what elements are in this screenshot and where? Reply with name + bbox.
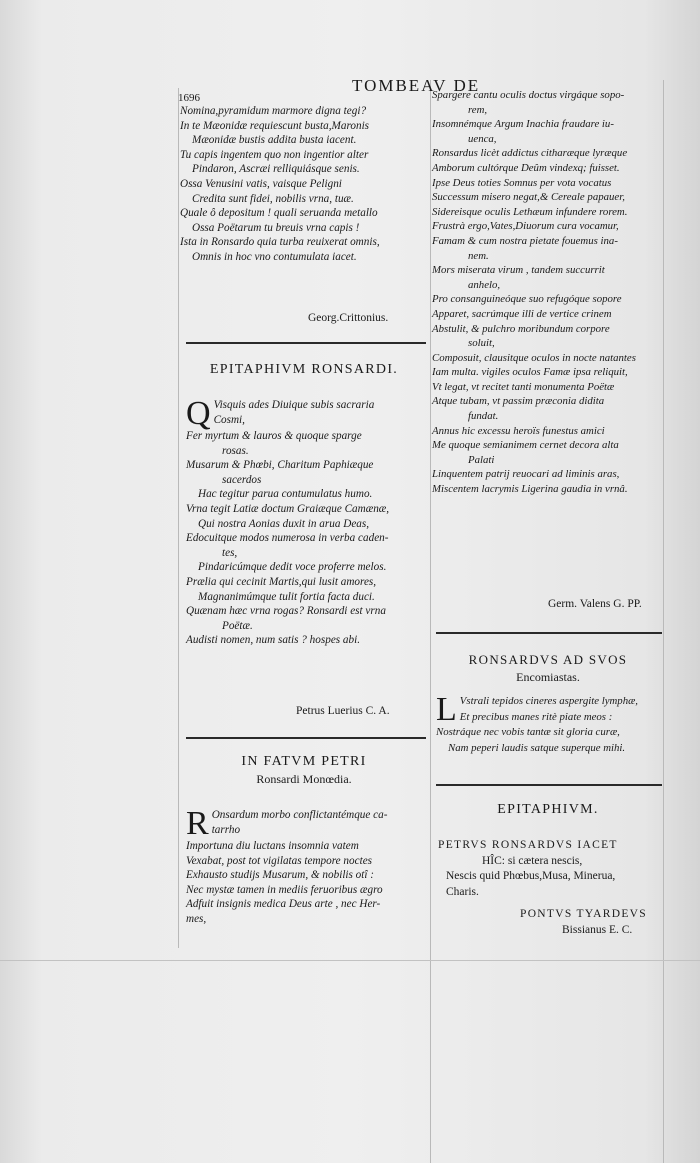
verse-line: Quale ô depositum ! quali seruanda metallo [180, 207, 378, 220]
column-guide-line [178, 88, 179, 948]
opening-stanza [436, 691, 664, 728]
verse-line: mes, [186, 912, 207, 925]
verse-line: rosas. [222, 444, 249, 457]
verse-line: Frustrà ergo,Vates,Diuorum cura vocamur, [432, 220, 619, 233]
verse-line: Vstrali tepidos cineres aspergite lymphæ, [459, 695, 639, 707]
verse-line: Insomnémque Argum Inachia fraudare iu- [432, 118, 614, 131]
ronsardus-ad-suos-poem [436, 691, 664, 756]
verse-line: Nec mystæ tamen in mediis feruoribus ægro [186, 883, 383, 896]
verse-line: Pro consanguineóque suo refugóque sopore [432, 293, 622, 306]
signature: Petrus Luerius C. A. [296, 705, 390, 717]
column-guide-line [430, 80, 431, 1163]
section-divider [436, 632, 662, 634]
verse-line: Palati [468, 453, 495, 466]
verse-line: Exhausto studijs Musarum, & nobilis otî : [186, 869, 375, 882]
section-subheading: Encomiastas. [516, 670, 580, 684]
verse-line: Ossa Poëtarum tu breuis vrna capis ! [192, 221, 360, 234]
text-line: Nescis quid Phœbus,Musa, Minerua, [446, 870, 616, 882]
page-guide-line [0, 960, 700, 961]
dropcap: Q [186, 395, 211, 432]
verse-line: Vrna tegit Latiæ doctum Graiæque Camænæ, [186, 502, 390, 515]
verse-line: Spargere cantu oculis doctus virgáque sopo- [432, 89, 625, 101]
verse-line: Audisti nomen, num satis ? hospes abi. [186, 634, 361, 647]
verse-line: Vexabat, post tot vigilatas tempore noctes [186, 854, 373, 867]
dropcap: R [186, 805, 209, 842]
verse-line: soluit, [468, 337, 495, 350]
verse-line: Visquis ades Diuique subis sacraria [213, 399, 375, 411]
signature-line: PONTVS TYARDEVS [520, 908, 647, 920]
verse-line: Famam & cum nostra pietate fouemus ina- [432, 234, 618, 247]
section-divider [186, 737, 426, 739]
verse-line: Sidereisque oculis Lethæum infundere rorem. [432, 205, 628, 218]
verse-line: Pindaricúmque dedit voce proferre melos. [198, 561, 387, 574]
verse-line: Magnanimúmque tulit fortia facta duci. [198, 590, 375, 603]
verse-line: fundat. [468, 410, 499, 423]
signature-line: Bissianus E. C. [562, 923, 633, 936]
verse-line: Qui nostra Aonias duxit in arua Deas, [198, 517, 370, 530]
verse-line: Me quoque semianimem cernet decora alta [432, 439, 619, 452]
dropcap: L [436, 691, 457, 728]
verse-line: Fer myrtum & lauros & quoque sparge [186, 430, 362, 442]
verse-line: Amborum cultórque Deûm vindexq; fuisset. [432, 161, 620, 174]
verse-line: Importuna diu luctans insomnia vatem [186, 840, 359, 852]
page-number: 1696 [178, 92, 200, 104]
left-poem-top [180, 104, 428, 265]
verse-line: Onsardum morbo conflictantémque ca- [211, 809, 388, 821]
signature: Georg.Crittonius. [308, 312, 389, 324]
verse-line: nem. [468, 249, 489, 262]
verse-line: Et precibus manes ritè piate meos : [459, 710, 613, 723]
section-heading: IN FATVM PETRI [241, 754, 367, 769]
verse-line: In te Mæonidæ requiescunt busta,Maronis [180, 119, 370, 132]
right-poem-top [432, 88, 664, 497]
verse-line: Poëtæ. [222, 619, 253, 632]
verse-line: Atque tubam, vt passim præconia didita [432, 395, 605, 408]
verse-line: Abstulit, & pulchro moribundum corpore [432, 322, 610, 335]
epitaphium-ronsardi-poem [186, 395, 430, 648]
verse-line: Musarum & Phœbi, Charitum Paphiæque [186, 459, 374, 472]
verse-line: tarrho [211, 823, 241, 836]
verse-line: Composuit, clausitque oculos in nocte natantes [432, 351, 636, 364]
verse-line: anhelo, [468, 278, 501, 291]
in-fatum-poem [186, 805, 430, 927]
verse-line: Credita sunt fidei, nobilis vrna, tuæ. [192, 192, 354, 205]
verse-line: Nostráque nec vobis tantæ sit gloria curæ, [436, 726, 620, 738]
verse-line: Nam peperi laudis satque superque mihi. [448, 741, 626, 754]
verse-line: Successum misero negat,& Cereale papauer, [432, 191, 625, 204]
verse-line: Ronsardus licèt addictus citharæque lyræque [432, 147, 628, 160]
verse-line: tes, [222, 546, 238, 559]
epitaphium-signature [520, 907, 664, 938]
verse-line: Ista in Ronsardo quia turba reuixerat omnis, [180, 236, 380, 249]
verse-line: Adfuit insignis medica Deus arte , nec Her- [186, 898, 381, 911]
text-line: PETRVS RONSARDVS IACET [438, 839, 618, 851]
verse-line: Ossa Venusini vatis, vaisque Peligni [180, 177, 342, 190]
section-subheading: Ronsardi Monœdia. [256, 772, 352, 786]
verse-line: Iam multa. vigiles oculos Famæ ipsa reliquit, [432, 366, 628, 379]
verse-line: sacerdos [222, 473, 262, 486]
epitaphium-text [438, 838, 662, 900]
verse-line: rem, [468, 103, 488, 116]
verse-line: Mors miserata virum , tandem succurrit [432, 264, 605, 277]
text-line: HÎC: si cætera nescis, [482, 854, 583, 867]
verse-line: Tu capis ingentem quo non ingentior alter [180, 148, 369, 161]
verse-line: Omnis in hoc vno contumulata iacet. [192, 250, 357, 263]
verse-line: Mæonidæ bustis addita busta iacent. [192, 134, 357, 147]
verse-line: Linquentem patrij reuocari ad liminis aras, [432, 468, 620, 481]
opening-stanza [186, 395, 430, 432]
section-heading: EPITAPHIVM. [497, 802, 599, 817]
verse-line: Annus hic excessu heroïs funestus amici [432, 424, 605, 437]
section-heading: EPITAPHIVM RONSARDI. [209, 362, 399, 377]
section-heading: RONSARDVS AD SVOS [468, 652, 628, 667]
verse-line: Hac tegitur parua contumulatus humo. [198, 488, 373, 501]
verse-line: Quænam hæc vrna rogas? Ronsardi est vrna [186, 605, 386, 618]
section-divider [436, 784, 662, 786]
verse-line: Nomina,pyramidum marmore digna tegi? [180, 105, 367, 117]
verse-line: uenca, [468, 132, 497, 145]
section-divider [186, 342, 426, 344]
verse-line: Prælia qui cecinit Martis,qui lusit amores, [186, 575, 377, 588]
verse-line: Apparet, sacrúmque illi de vertice crinem [432, 307, 612, 320]
verse-line: Cosmi, [213, 413, 245, 426]
verse-line: Pindaron, Ascræi relliquiásque senis. [192, 163, 360, 176]
verse-line: Vt legat, vt recitet tanti monumenta Poëtæ [432, 380, 615, 393]
verse-line: Miscentem lacrymis Ligerina gaudia in vrnâ. [432, 483, 628, 496]
signature: Germ. Valens G. PP. [548, 598, 642, 610]
verse-line: Ipse Deus toties Somnus per vota vocatus [432, 176, 612, 189]
running-header: TOMBEAV DE [352, 76, 481, 95]
opening-stanza [186, 805, 430, 842]
verse-line: Edocuitque modos numerosa in verba caden- [186, 532, 389, 545]
text-line: Charis. [446, 885, 479, 898]
